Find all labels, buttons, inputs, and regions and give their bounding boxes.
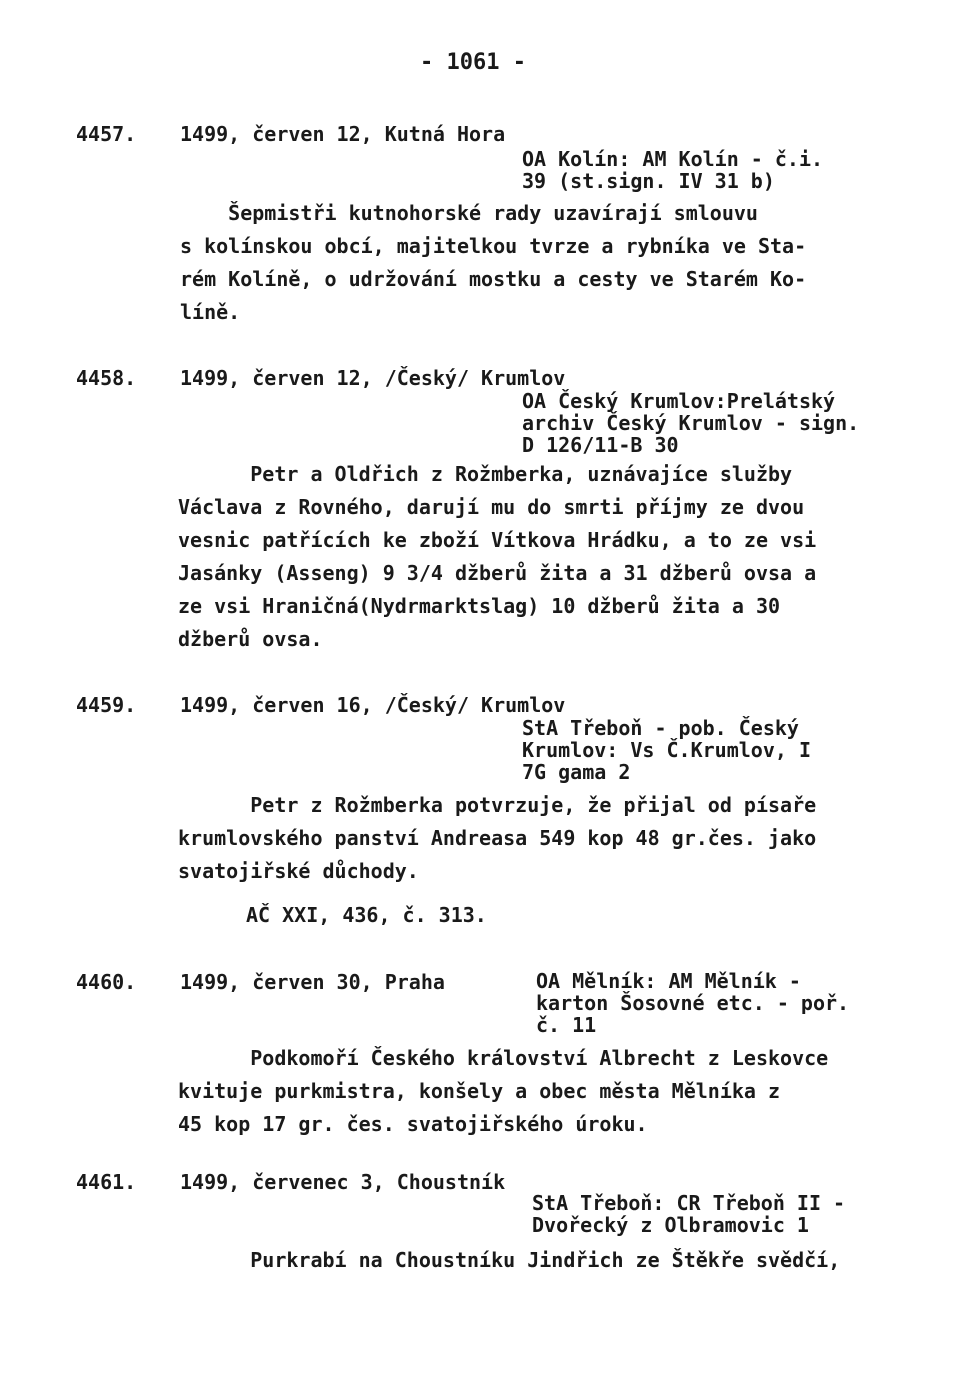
entry-summary [178,1042,898,1141]
entry-date: 1499, červen 12, Kutná Hora [180,122,506,146]
archive-line: 7G gama 2 [522,760,631,784]
archive-line: D 126/11-B 30 [522,433,679,457]
summary-line: džberů ovsa. [178,627,323,651]
entry-summary [178,1244,898,1277]
summary-line: Jasánky (Asseng) 9 3/4 džberů žita a 31 džberů ovsa a [178,561,817,585]
summary-line: s kolínskou obcí, majitelkou tvrze a rybníka ve Sta- [180,234,807,258]
archive-line: OA Mělník: AM Mělník - [536,969,801,993]
archive-line: archiv Český Krumlov - sign. [522,411,860,435]
summary-line: Purkrabí na Choustníku Jindřich ze Štěkře svědčí, [178,1248,841,1272]
summary-line: líně. [180,300,241,324]
archive-reference [522,390,859,456]
summary-line: svatojiřské důchody. [178,859,419,883]
summary-line: rém Kolíně, o udržování mostku a cesty ve Starém Ko- [180,267,807,291]
entry-summary [180,197,900,329]
entry-number: 4460. [76,970,137,994]
entry-summary [178,789,898,888]
entry-number: 4457. [76,122,137,146]
entry-number: 4461. [76,1170,137,1194]
archive-line: karton Šosovné etc. - poř. [536,991,850,1015]
archive-reference [536,970,849,1036]
archive-reference [522,717,811,783]
archive-line: StA Třeboň: CR Třeboň II - [532,1191,846,1215]
page-number: - 1061 - [420,50,526,75]
summary-line: Podkomoří Českého království Albrecht z Leskovce [178,1046,829,1070]
summary-line: kvituje purkmistra, konšely a obec města Mělníka z [178,1079,781,1103]
summary-line: krumlovského panství Andreasa 549 kop 48 gr.čes. jako [178,826,817,850]
entry-summary [178,458,898,656]
summary-line: Petr z Rožmberka potvrzuje, že přijal od písaře [178,793,817,817]
summary-line: Šepmistři kutnohorské rady uzavírají smlouvu [180,201,758,225]
archive-line: Krumlov: Vs Č.Krumlov, I [522,738,811,762]
entry-number: 4459. [76,693,137,717]
archive-line: OA Český Krumlov:Prelátský [522,389,836,413]
entry-number: 4458. [76,366,137,390]
archive-reference [522,148,823,192]
archive-line: č. 11 [536,1013,597,1037]
summary-line: ze vsi Hraničná(Nydrmarktslag) 10 džberů žita a 30 [178,594,781,618]
archive-reference [532,1192,845,1236]
entry-date: 1499, červen 16, /Český/ Krumlov [180,693,566,717]
archive-line: StA Třeboň - pob. Český [522,716,799,740]
summary-line: Václava z Rovného, darují mu do smrti příjmy ze dvou [178,495,805,519]
archive-line: OA Kolín: AM Kolín - č.i. [522,147,824,171]
summary-line: vesnic patřících ke zboží Vítkova Hrádku, a to ze vsi [178,528,817,552]
entry-date: 1499, červen 12, /Český/ Krumlov [180,366,566,390]
edition-citation: AČ XXI, 436, č. 313. [246,903,487,927]
entry-date: 1499, červenec 3, Choustník [180,1170,506,1194]
entry-date: 1499, červen 30, Praha [180,970,445,994]
archive-line: 39 (st.sign. IV 31 b) [522,169,775,193]
summary-line: Petr a Oldřich z Rožmberka, uznávajíce služby [178,462,793,486]
archive-line: Dvořecký z Olbramovic 1 [532,1213,809,1237]
summary-line: 45 kop 17 gr. čes. svatojiřského úroku. [178,1112,648,1136]
